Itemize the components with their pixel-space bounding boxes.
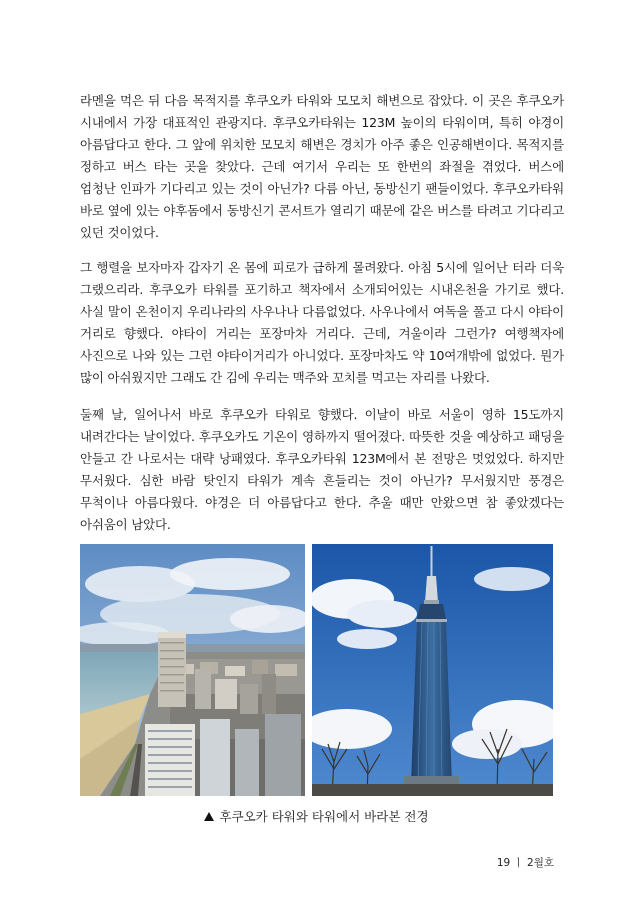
- body-paragraph-2: 그 행렬을 보자마자 갑자기 온 몸에 피로가 급하게 몰려왔다. 아침 5시에 일어난 터라 더욱 그랬으리라. 후쿠오카 타워를 포기하고 책자에서 소개되어있는 시내온천을 가기로 했다. 사실 말이 온천이지 우리나라의 사우나나 다름없었다. 사우나에서 여독을 풀고 다시 야타이 거리로 향했다. 야타이 거리는 포장마차 거리다. 근데, 겨울이라 그런가? 여행책자에 사진으로 나와 있는 그런 야타이거리가 아니었다. 포장마차도 약 10여개밖에 없었다. 뭔가 많이 아쉬웠지만 그래도 간 김에 우리는 맥주와 꼬치를 먹고는 자리를 나왔다.: [80, 260, 564, 385]
- page-number: 19 ㅣ 2월호: [496, 857, 554, 869]
- body-paragraph-3: 둘째 날, 일어나서 바로 후쿠오카 타워로 향했다. 이날이 바로 서울이 영하 15도까지 내려간다는 날이었다. 후쿠오카도 기온이 영하까지 떨어졌다. 따뜻한 것을 예상하고 패딩을 안들고 간 나로서는 대략 낭패였다. 후쿠오카타워 123M에서 본 전망은 멋었었다. 하지만 무서웠다. 심한 바람 탓인지 타워가 계속 흔들리는 것이 아닌가? 무서웠지만 풍경은 무척이나 아름다웠다. 야경은 더 아름답다고 한다. 추울 때만 안왔으면 참 좋았겠다는 아쉬움이 남았다.: [80, 407, 564, 532]
- fukuoka-tower-photo: [312, 544, 553, 796]
- photo-caption: [80, 808, 553, 826]
- caption-text: 후쿠오카 타워와 타워에서 바라본 전경: [219, 809, 429, 824]
- triangle-icon: [204, 812, 214, 821]
- view-from-tower-photo: [80, 544, 305, 796]
- body-paragraph-1: 라멘을 먹은 뒤 다음 목적지를 후쿠오카 타워와 모모치 해변으로 잡았다. 이 곳은 후쿠오카 시내에서 가장 대표적인 관광지다. 후쿠오카타워는 123M 높이의 타워이며, 특히 야경이 아름답다고 한다. 그 앞에 위치한 모모치 해변은 경치가 아주 좋은 인공해변이다. 목적지를 정하고 버스 타는 곳을 찾았다. 근데 여기서 우리는 또 한번의 좌절을 겪었다. 버스에 엄청난 인파가 기다리고 있는 것이 아닌가? 다름 아닌, 동방신기 팬들이었다. 후쿠오카타워 바로 옆에 있는 야후돔에서 동방신기 콘서트가 열리기 때문에 같은 버스를 타려고 기다리고 있던 것이었다.: [80, 93, 564, 240]
